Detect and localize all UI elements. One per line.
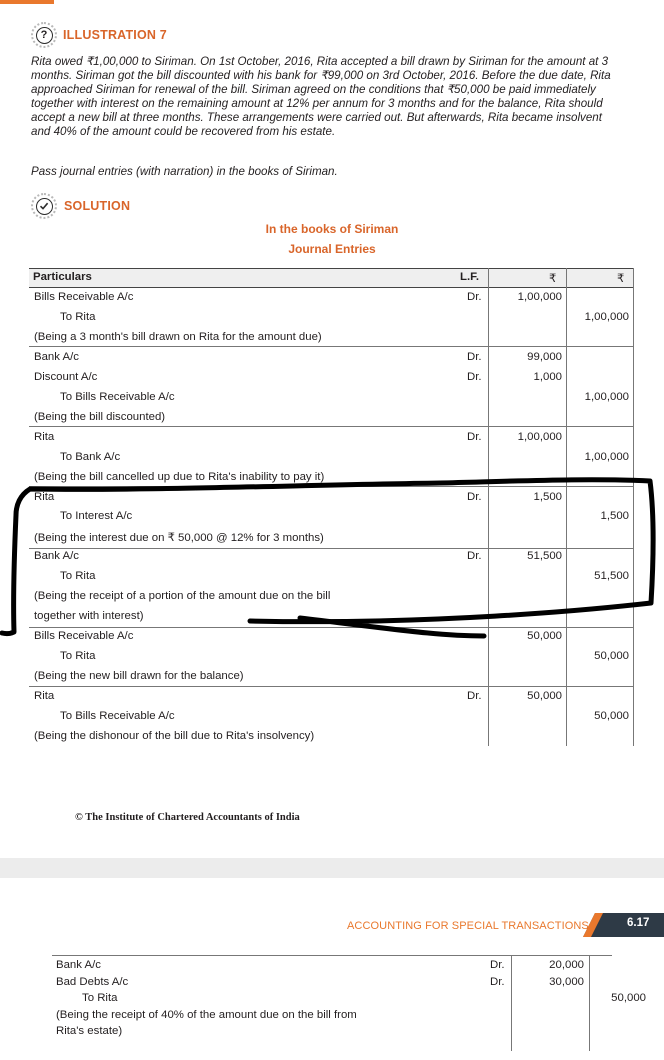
journal-row-lf: Dr. [467,370,482,383]
journal-row-particulars: To Bank A/c [60,450,121,463]
journal-row-particulars: (Being the dishonour of the bill due to Rita's insolvency) [34,729,315,742]
journal-row-particulars: (Being a 3 month's bill drawn on Rita for the amount due) [34,330,322,343]
journal-row-particulars: To Rita [60,310,96,323]
journal-row-particulars: (Being the bill discounted) [34,410,166,423]
journal-row-particulars: Discount A/c [34,370,98,383]
page-number-badge [583,913,664,937]
journal-row-credit: 1,00,000 [584,310,629,323]
journal-row-debit: 51,500 [527,550,562,563]
question-line: approached Siriman for renewal of the bill. Siriman agreed on the conditions that ₹50,000 be paid immediately [31,82,596,96]
illustration-title: ILLUSTRATION 7 [63,28,167,42]
question-line: months. Siriman got the bill discounted with his bank for ₹99,000 on 3rd October, 2016. Before the due date, Rita [31,68,611,82]
journal-row-credit: 50,000 [594,709,629,722]
journal-row-lf: Dr. [467,490,482,503]
journal-row-lf: Dr. [490,959,505,971]
page-corner-accent [0,0,54,4]
journal-row-lf: Dr. [467,350,482,363]
journal-row-lf: Dr. [467,690,482,702]
journal-row-particulars: To Bills Receivable A/c [60,709,175,722]
journal-row-debit: 1,00,000 [517,430,562,443]
journal-row-particulars: To Bills Receivable A/c [60,390,175,403]
journal-row-particulars: Bank A/c [34,550,79,563]
header-particulars: Particulars [33,271,92,283]
journal-row-particulars: Bills Receivable A/c [34,630,134,643]
question-line: and 40% of the amount could be recovered from his estate. [31,124,336,138]
journal-row-particulars: Rita [34,490,55,503]
journal-row-particulars: To Rita [60,650,96,663]
journal-row-particulars: Bank A/c [34,350,79,363]
journal-row-particulars: To Rita [82,992,118,1005]
journal-row-lf: Dr. [467,291,482,303]
page-separator [0,858,664,878]
journal-row-particulars: Bills Receivable A/c [34,291,134,303]
journal-row-debit: 1,000 [533,370,562,383]
journal-row-particulars: Rita [34,690,55,702]
journal-row-particulars: Bad Debts A/c [56,975,129,988]
journal-row-debit: 50,000 [527,630,562,643]
journal-row-particulars: To Interest A/c [60,510,133,523]
journal-row-lf: Dr. [467,550,482,563]
header-lf: L.F. [460,271,479,283]
journal-row-debit: 30,000 [549,975,584,988]
journal-row-lf: Dr. [467,430,482,443]
question-icon: ? [31,22,57,48]
books-title: In the books of Siriman [265,222,399,236]
journal-row-credit: 50,000 [611,992,646,1005]
journal-table-continued [52,955,646,1051]
journal-row-credit: 1,00,000 [584,450,629,463]
journal-row-particulars: Rita [34,430,55,443]
journal-row-particulars: (Being the interest due on ₹ 50,000 @ 12% for 3 months) [34,532,324,545]
journal-row-credit: 1,00,000 [584,390,629,403]
page-number: 6.17 [627,917,650,929]
check-icon [31,193,57,219]
instruction-text: Pass journal entries (with narration) in the books of Siriman. [31,165,338,178]
journal-row-debit: 20,000 [549,959,584,971]
journal-row-particulars: To Rita [60,570,96,583]
header-cr-amount: ₹ [617,273,625,285]
header-dr-amount: ₹ [549,273,557,285]
journal-row-particulars: Bank A/c [56,959,101,971]
journal-row-particulars: (Being the bill cancelled up due to Rita's inability to pay it) [34,470,325,483]
solution-heading [31,193,130,219]
journal-row-debit: 1,500 [533,490,562,503]
copyright-footer: © The Institute of Chartered Accountants of India [75,812,300,823]
question-line: Rita owed ₹1,00,000 to Siriman. On 1st October, 2016, Rita accepted a bill drawn by Siriman for the amount at 3 [31,55,609,68]
question-line: accept a new bill at three months. These arrangements were carried out. But afterwards, Rita became insolvent [31,110,602,124]
journal-table [29,268,634,746]
question-text [31,55,635,138]
journal-row-lf: Dr. [490,975,505,988]
journal-row-particulars: (Being the receipt of a portion of the amount due on the bill [34,590,331,603]
question-line: together with interest on the remaining amount at 12% per annum for 3 months and for the balance, Rita should [31,96,603,110]
solution-title: SOLUTION [64,199,131,213]
journal-row-particulars: Rita's estate) [56,1025,123,1038]
journal-row-debit: 99,000 [527,350,562,363]
illustration-heading [31,22,167,48]
journal-header-row [29,268,634,288]
journal-row-particulars: together with interest) [34,610,144,623]
journal-row-debit: 50,000 [527,690,562,702]
journal-row-credit: 50,000 [594,650,629,663]
journal-row-debit: 1,00,000 [517,291,562,303]
journal-row-particulars: (Being the new bill drawn for the balance) [34,670,244,683]
running-head: ACCOUNTING FOR SPECIAL TRANSACTIONS [347,920,589,932]
journal-row-credit: 51,500 [594,570,629,583]
journal-row-credit: 1,500 [600,510,629,523]
journal-title: Journal Entries [288,242,376,256]
journal-row-particulars: (Being the receipt of 40% of the amount due on the bill from [56,1008,357,1021]
